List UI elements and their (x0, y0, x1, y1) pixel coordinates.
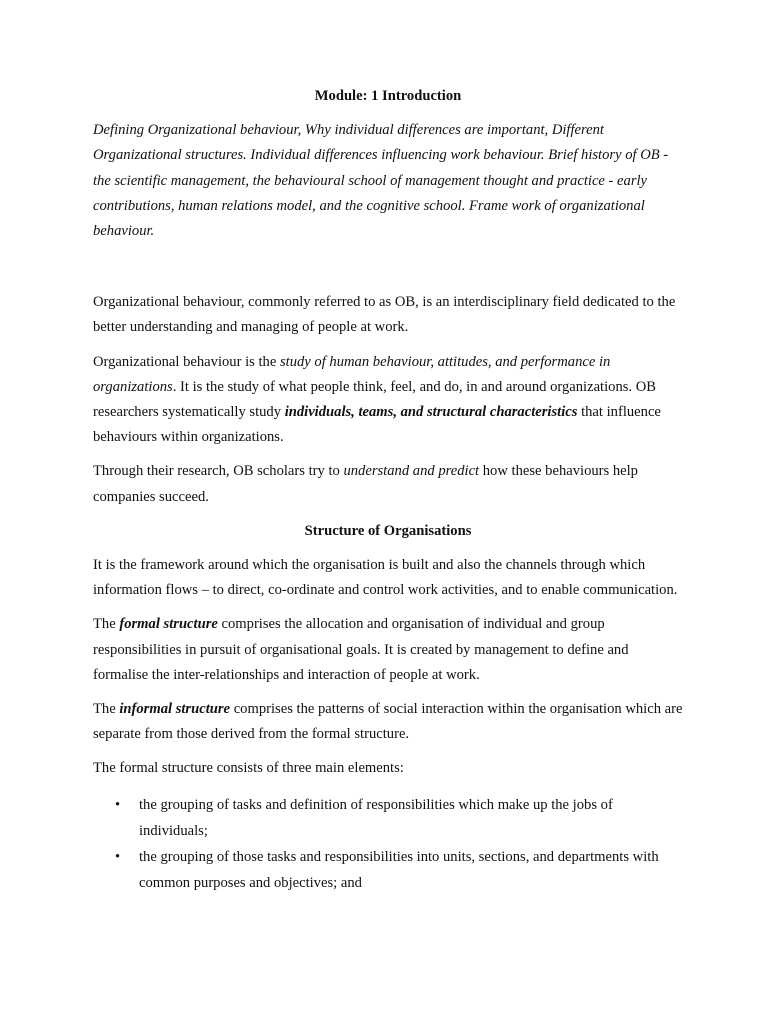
term-informal-structure: informal structure (119, 701, 231, 718)
term-formal-structure: formal structure (119, 616, 218, 633)
list-item: • the grouping of tasks and definition of responsibilities which make up the jobs of individuals; (93, 792, 683, 844)
elements-list (93, 792, 683, 896)
paragraph-ob-research: Through their research, OB scholars try to understand and predict how these behaviours help companies succeed. (93, 463, 638, 505)
module-abstract: Defining Organizational behaviour, Why individual differences are important, Different Organizational structures. Individual differences influencing work behaviour. Brief history of OB - the scientific management, the behavioural school of management thought and practice - early contributions, human relations model, and the cognitive school. Frame work of organizational behaviour. (93, 122, 669, 240)
paragraph-ob-definition: Organizational behaviour, commonly referred to as OB, is an interdisciplinary field dedicated to the better understanding and managing of people at work. (93, 294, 676, 336)
paragraph-framework: It is the framework around which the organisation is built and also the channels through which information flows – to direct, co-ordinate and control work activities, and to enable communication. (93, 557, 678, 599)
emphasis-understand: understand and predict (343, 463, 480, 480)
paragraph-ob-study: Organizational behaviour is the study of human behaviour, attitudes, and performance in organizations. It is the study of what people think, feel, and do, in and around organizations. OB researchers systematically study individuals, teams, and structural characteristics that influence behaviours within organizations. (93, 353, 661, 446)
section-heading-structure: Structure of Organisations (304, 522, 472, 539)
paragraph-informal-structure: The informal structure comprises the patterns of social interaction within the organisation which are separate from those derived from the formal structure. (93, 701, 683, 743)
emphasis-study: study of human behaviour, attitudes, and performance in organizations (93, 353, 611, 395)
bullet-icon: • (115, 796, 121, 813)
bullet-icon: • (115, 848, 121, 865)
document-body (93, 84, 683, 896)
paragraph-three-elements: The formal structure consists of three main elements: (93, 760, 404, 777)
paragraph-formal-structure: The formal structure comprises the allocation and organisation of individual and group responsibilities in pursuit of organisational goals. It is created by management to define and formalise the inter-relationships and interaction of people at work. (93, 616, 629, 683)
list-item: • the grouping of those tasks and responsibilities into units, sections, and departments with common purposes and objectives; and (93, 844, 683, 896)
emphasis-characteristics: individuals, teams, and structural characteristics (284, 404, 578, 421)
page-title: Module: 1 Introduction (314, 88, 462, 104)
